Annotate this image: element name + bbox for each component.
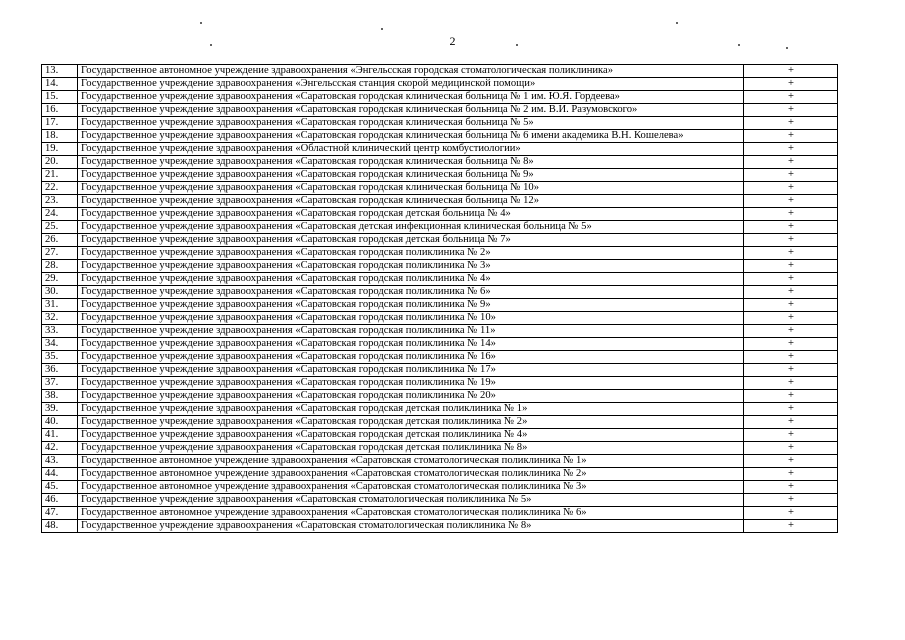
table-row bbox=[42, 156, 838, 169]
inclusion-mark: + bbox=[744, 195, 838, 208]
inclusion-mark: + bbox=[744, 169, 838, 182]
row-number: 40. bbox=[42, 416, 78, 429]
table-row bbox=[42, 273, 838, 286]
inclusion-mark: + bbox=[744, 117, 838, 130]
inclusion-mark: + bbox=[744, 221, 838, 234]
inclusion-mark: + bbox=[744, 156, 838, 169]
table-row bbox=[42, 377, 838, 390]
table-row bbox=[42, 403, 838, 416]
table-row bbox=[42, 78, 838, 91]
row-number: 25. bbox=[42, 221, 78, 234]
table-row bbox=[42, 468, 838, 481]
institution-name: Государственное учреждение здравоохранения «Саратовская городская поликлиника № 10» bbox=[78, 312, 744, 325]
table-row bbox=[42, 182, 838, 195]
inclusion-mark: + bbox=[744, 403, 838, 416]
row-number: 22. bbox=[42, 182, 78, 195]
row-number: 23. bbox=[42, 195, 78, 208]
table-row bbox=[42, 429, 838, 442]
table-row bbox=[42, 195, 838, 208]
institution-name: Государственное учреждение здравоохранения «Энгельсская станция скорой медицинской помощи» bbox=[78, 78, 744, 91]
institutions-table bbox=[41, 64, 838, 533]
row-number: 29. bbox=[42, 273, 78, 286]
inclusion-mark: + bbox=[744, 143, 838, 156]
institution-name: Государственное автономное учреждение здравоохранения «Саратовская стоматологическая поликлиника № 2» bbox=[78, 468, 744, 481]
inclusion-mark: + bbox=[744, 260, 838, 273]
inclusion-mark: + bbox=[744, 338, 838, 351]
institution-name: Государственное учреждение здравоохранения «Саратовская детская инфекционная клиническая больница № 5» bbox=[78, 221, 744, 234]
institution-name: Государственное учреждение здравоохранения «Саратовская городская детская поликлиника № 1» bbox=[78, 403, 744, 416]
row-number: 18. bbox=[42, 130, 78, 143]
institution-name: Государственное учреждение здравоохранения «Саратовская городская детская больница № 4» bbox=[78, 208, 744, 221]
inclusion-mark: + bbox=[744, 442, 838, 455]
institution-name: Государственное учреждение здравоохранения «Саратовская городская поликлиника № 19» bbox=[78, 377, 744, 390]
inclusion-mark: + bbox=[744, 507, 838, 520]
inclusion-mark: + bbox=[744, 520, 838, 533]
institution-name: Государственное автономное учреждение здравоохранения «Саратовская стоматологическая поликлиника № 6» bbox=[78, 507, 744, 520]
row-number: 35. bbox=[42, 351, 78, 364]
institution-name: Государственное автономное учреждение здравоохранения «Саратовская стоматологическая поликлиника № 3» bbox=[78, 481, 744, 494]
table-row bbox=[42, 520, 838, 533]
inclusion-mark: + bbox=[744, 481, 838, 494]
table-row bbox=[42, 247, 838, 260]
row-number: 24. bbox=[42, 208, 78, 221]
row-number: 21. bbox=[42, 169, 78, 182]
institution-name: Государственное учреждение здравоохранения «Саратовская городская клиническая больница № 1 им. Ю.Я. Гордеева» bbox=[78, 91, 744, 104]
institution-name: Государственное учреждение здравоохранения «Саратовская городская поликлиника № 20» bbox=[78, 390, 744, 403]
table-row bbox=[42, 442, 838, 455]
table-row bbox=[42, 104, 838, 117]
table-row bbox=[42, 325, 838, 338]
table-row bbox=[42, 117, 838, 130]
row-number: 17. bbox=[42, 117, 78, 130]
table-row bbox=[42, 130, 838, 143]
scan-speck bbox=[786, 47, 788, 49]
inclusion-mark: + bbox=[744, 299, 838, 312]
table-row bbox=[42, 481, 838, 494]
row-number: 19. bbox=[42, 143, 78, 156]
page-number: 2 bbox=[449, 34, 456, 48]
table-row bbox=[42, 143, 838, 156]
row-number: 42. bbox=[42, 442, 78, 455]
row-number: 43. bbox=[42, 455, 78, 468]
inclusion-mark: + bbox=[744, 208, 838, 221]
row-number: 20. bbox=[42, 156, 78, 169]
table-row bbox=[42, 234, 838, 247]
table-row bbox=[42, 260, 838, 273]
institution-name: Государственное учреждение здравоохранения «Саратовская городская клиническая больница № 2 им. В.И. Разумовского» bbox=[78, 104, 744, 117]
inclusion-mark: + bbox=[744, 130, 838, 143]
institution-name: Государственное учреждение здравоохранения «Саратовская городская поликлиника № 4» bbox=[78, 273, 744, 286]
inclusion-mark: + bbox=[744, 390, 838, 403]
row-number: 33. bbox=[42, 325, 78, 338]
row-number: 44. bbox=[42, 468, 78, 481]
table-row bbox=[42, 221, 838, 234]
inclusion-mark: + bbox=[744, 286, 838, 299]
row-number: 31. bbox=[42, 299, 78, 312]
table-row bbox=[42, 299, 838, 312]
institution-name: Государственное учреждение здравоохранения «Саратовская городская детская больница № 7» bbox=[78, 234, 744, 247]
row-number: 45. bbox=[42, 481, 78, 494]
row-number: 14. bbox=[42, 78, 78, 91]
inclusion-mark: + bbox=[744, 65, 838, 78]
institution-name: Государственное учреждение здравоохранения «Саратовская городская клиническая больница № 6 имени академика В.Н. Кошелева» bbox=[78, 130, 744, 143]
table-row bbox=[42, 312, 838, 325]
institution-name: Государственное учреждение здравоохранения «Саратовская городская детская поликлиника № 4» bbox=[78, 429, 744, 442]
row-number: 15. bbox=[42, 91, 78, 104]
table-row bbox=[42, 169, 838, 182]
row-number: 30. bbox=[42, 286, 78, 299]
table-row bbox=[42, 416, 838, 429]
inclusion-mark: + bbox=[744, 377, 838, 390]
scan-speck bbox=[516, 44, 518, 46]
row-number: 28. bbox=[42, 260, 78, 273]
table-row bbox=[42, 286, 838, 299]
institution-name: Государственное учреждение здравоохранения «Саратовская городская клиническая больница № 12» bbox=[78, 195, 744, 208]
row-number: 26. bbox=[42, 234, 78, 247]
table-row bbox=[42, 507, 838, 520]
scan-speck bbox=[676, 22, 678, 24]
institution-name: Государственное автономное учреждение здравоохранения «Саратовская стоматологическая поликлиника № 1» bbox=[78, 455, 744, 468]
scan-speck bbox=[738, 44, 740, 46]
row-number: 13. bbox=[42, 65, 78, 78]
institution-name: Государственное учреждение здравоохранения «Саратовская городская поликлиника № 3» bbox=[78, 260, 744, 273]
institution-name: Государственное автономное учреждение здравоохранения «Энгельсская городская стоматологическая поликлиника» bbox=[78, 65, 744, 78]
row-number: 41. bbox=[42, 429, 78, 442]
institution-name: Государственное учреждение здравоохранения «Саратовская городская поликлиника № 14» bbox=[78, 338, 744, 351]
inclusion-mark: + bbox=[744, 351, 838, 364]
inclusion-mark: + bbox=[744, 247, 838, 260]
scan-speck bbox=[200, 22, 202, 24]
row-number: 36. bbox=[42, 364, 78, 377]
inclusion-mark: + bbox=[744, 104, 838, 117]
inclusion-mark: + bbox=[744, 429, 838, 442]
row-number: 37. bbox=[42, 377, 78, 390]
row-number: 46. bbox=[42, 494, 78, 507]
institution-name: Государственное учреждение здравоохранения «Саратовская стоматологическая поликлиника № 5» bbox=[78, 494, 744, 507]
table-row bbox=[42, 351, 838, 364]
inclusion-mark: + bbox=[744, 91, 838, 104]
inclusion-mark: + bbox=[744, 416, 838, 429]
row-number: 39. bbox=[42, 403, 78, 416]
institution-name: Государственное учреждение здравоохранения «Саратовская городская поликлиника № 11» bbox=[78, 325, 744, 338]
inclusion-mark: + bbox=[744, 468, 838, 481]
table-row bbox=[42, 91, 838, 104]
institution-name: Государственное учреждение здравоохранения «Саратовская городская поликлиника № 2» bbox=[78, 247, 744, 260]
institution-name: Государственное учреждение здравоохранения «Саратовская городская клиническая больница № 10» bbox=[78, 182, 744, 195]
table-row bbox=[42, 208, 838, 221]
row-number: 34. bbox=[42, 338, 78, 351]
inclusion-mark: + bbox=[744, 325, 838, 338]
row-number: 48. bbox=[42, 520, 78, 533]
row-number: 38. bbox=[42, 390, 78, 403]
institution-name: Государственное учреждение здравоохранения «Саратовская стоматологическая поликлиника № 8» bbox=[78, 520, 744, 533]
institution-name: Государственное учреждение здравоохранения «Областной клинический центр комбустиологии» bbox=[78, 143, 744, 156]
inclusion-mark: + bbox=[744, 273, 838, 286]
row-number: 16. bbox=[42, 104, 78, 117]
inclusion-mark: + bbox=[744, 455, 838, 468]
scan-speck bbox=[381, 28, 383, 30]
inclusion-mark: + bbox=[744, 494, 838, 507]
row-number: 27. bbox=[42, 247, 78, 260]
table-row bbox=[42, 65, 838, 78]
institution-name: Государственное учреждение здравоохранения «Саратовская городская поликлиника № 16» bbox=[78, 351, 744, 364]
inclusion-mark: + bbox=[744, 312, 838, 325]
inclusion-mark: + bbox=[744, 234, 838, 247]
institution-name: Государственное учреждение здравоохранения «Саратовская городская детская поликлиника № 2» bbox=[78, 416, 744, 429]
institution-name: Государственное учреждение здравоохранения «Саратовская городская поликлиника № 17» bbox=[78, 364, 744, 377]
institution-name: Государственное учреждение здравоохранения «Саратовская городская клиническая больница № 9» bbox=[78, 169, 744, 182]
institution-name: Государственное учреждение здравоохранения «Саратовская городская поликлиника № 6» bbox=[78, 286, 744, 299]
table-row bbox=[42, 494, 838, 507]
table-row bbox=[42, 390, 838, 403]
institution-name: Государственное учреждение здравоохранения «Саратовская городская детская поликлиника № 8» bbox=[78, 442, 744, 455]
row-number: 47. bbox=[42, 507, 78, 520]
row-number: 32. bbox=[42, 312, 78, 325]
institution-name: Государственное учреждение здравоохранения «Саратовская городская поликлиника № 9» bbox=[78, 299, 744, 312]
table-row bbox=[42, 364, 838, 377]
scan-speck bbox=[210, 44, 212, 46]
inclusion-mark: + bbox=[744, 78, 838, 91]
institution-name: Государственное учреждение здравоохранения «Саратовская городская клиническая больница № 5» bbox=[78, 117, 744, 130]
table-row bbox=[42, 338, 838, 351]
inclusion-mark: + bbox=[744, 182, 838, 195]
institution-name: Государственное учреждение здравоохранения «Саратовская городская клиническая больница № 8» bbox=[78, 156, 744, 169]
inclusion-mark: + bbox=[744, 364, 838, 377]
table-row bbox=[42, 455, 838, 468]
